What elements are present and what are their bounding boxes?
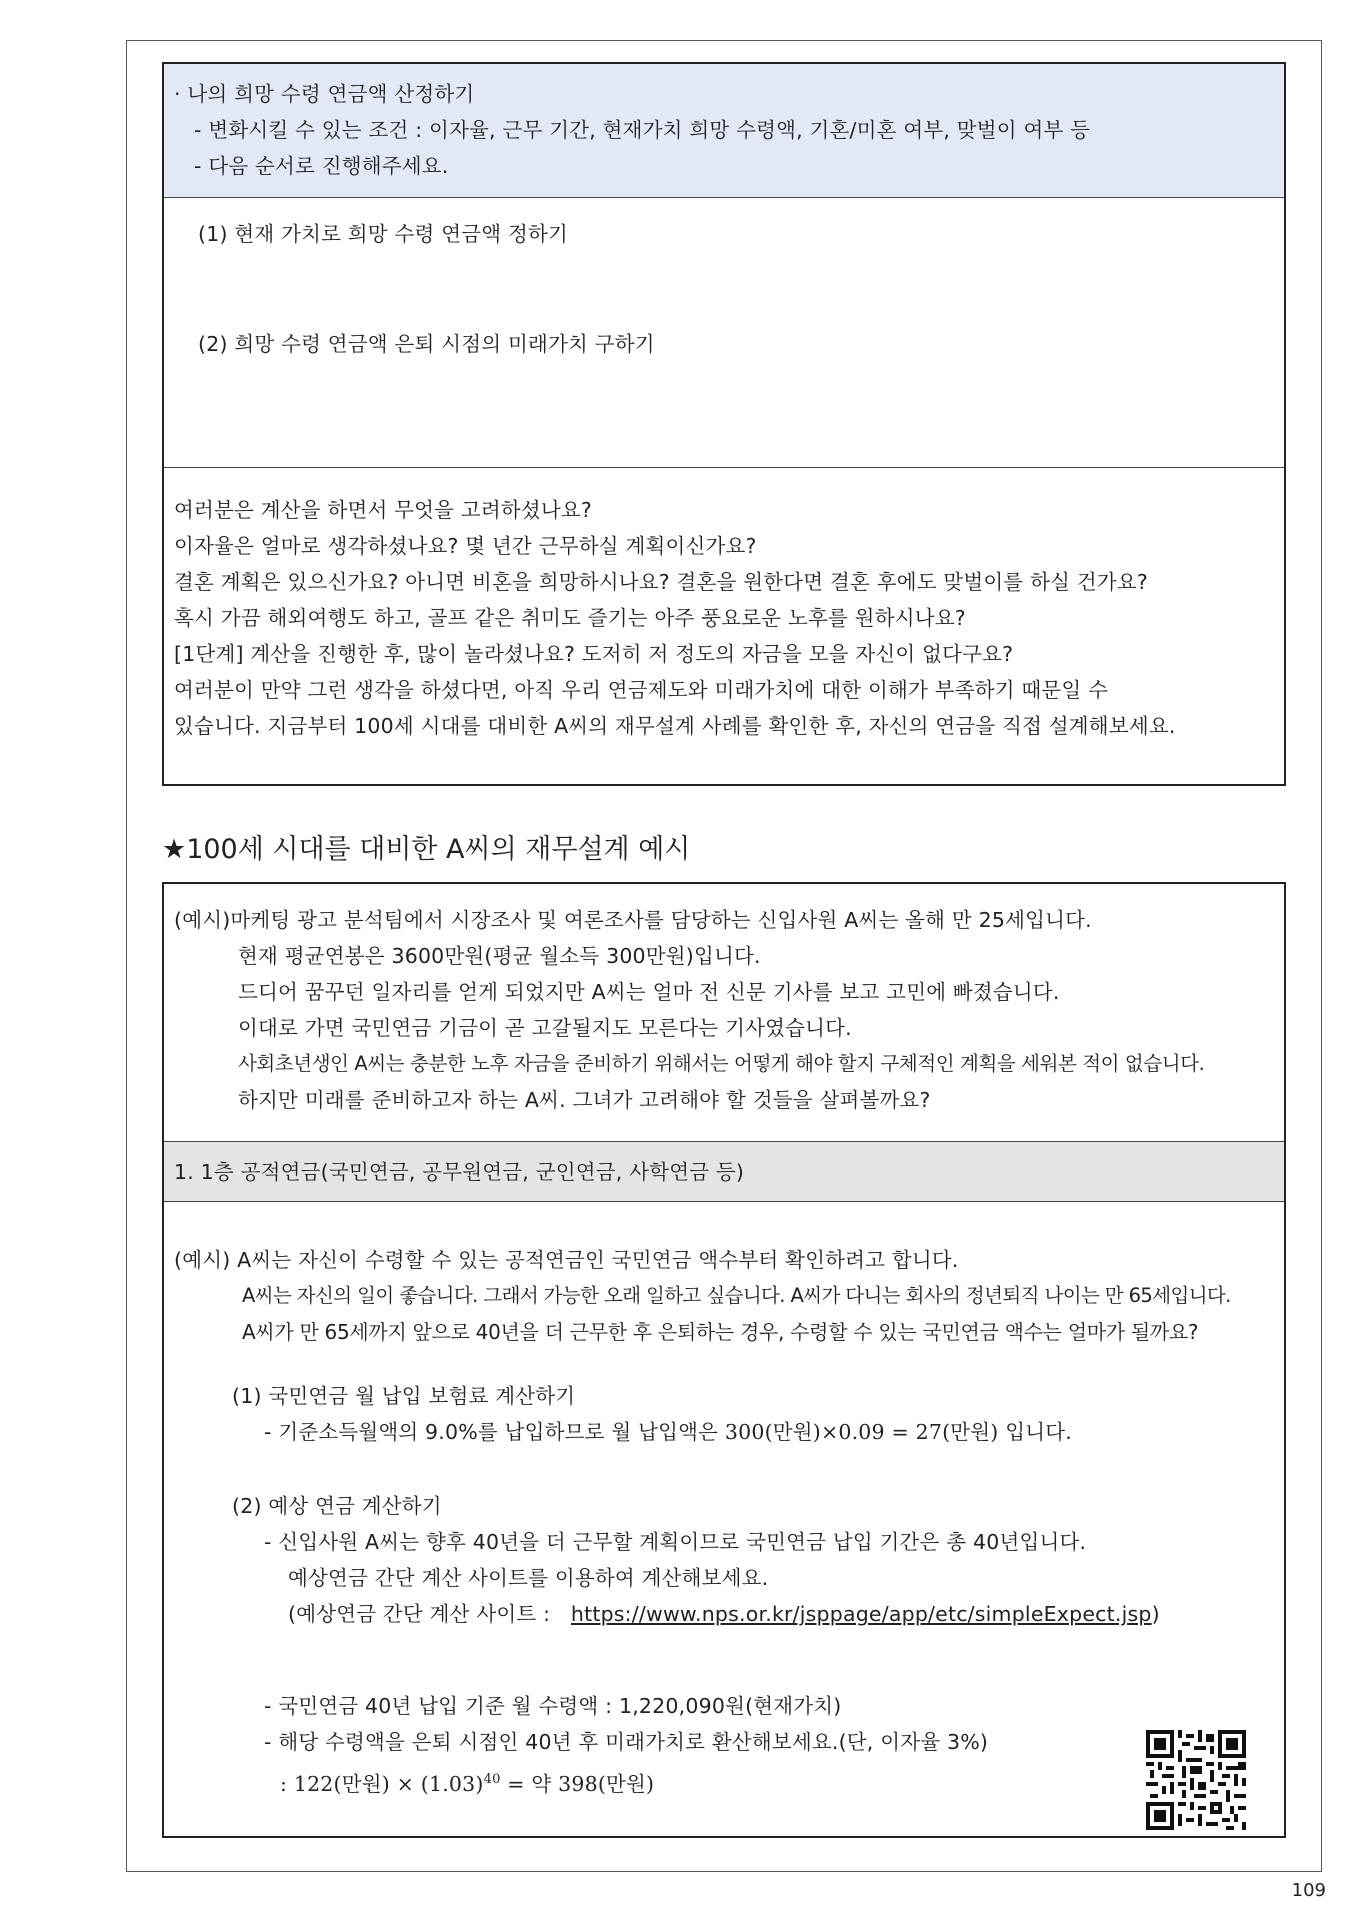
header-line: - 다음 순서로 진행해주세요. <box>194 154 449 178</box>
header-line: - 변화시킬 수 있는 조건 : 이자율, 근무 기간, 현재가치 희망 수령액, 기혼/미혼 여부, 맞벌이 여부 등 <box>194 118 1091 142</box>
worksheet-box <box>162 62 1286 786</box>
question-line: 여러분은 계산을 하면서 무엇을 고려하셨나요? <box>174 498 593 522</box>
example-box <box>162 882 1286 1838</box>
site-line <box>288 1600 1160 1628</box>
step2-title: (2) 예상 연금 계산하기 <box>232 1494 442 1518</box>
step2-line: - 신입사원 A씨는 향후 40년을 더 근무할 계획이므로 국민연금 납입 기간은 총 40년입니다. <box>264 1530 1087 1554</box>
page-number: 109 <box>1291 1880 1326 1901</box>
step1-desc: - 기준소득월액의 9.0%를 납입하므로 월 납입액은 <box>264 1420 719 1444</box>
question-line: 혹시 가끔 해외여행도 하고, 골프 같은 취미도 즐기는 아주 풍요로운 노후를 원하시나요? <box>174 606 966 630</box>
question-line: 여러분이 만약 그런 생각을 하셨다면, 아직 우리 연금제도와 미래가치에 대한 이해가 부족하기 때문일 수 <box>174 678 1109 702</box>
example-line: A씨는 자신의 일이 좋습니다. 그래서 가능한 오래 일하고 싶습니다. A씨가 다니는 회사의 정년퇴직 나이는 만 65세입니다. <box>242 1284 1231 1307</box>
example-detail <box>164 1202 1284 1836</box>
pension-line: - 국민연금 40년 납입 기준 월 수령액 : 1,220,090원(현재가치) <box>264 1694 842 1718</box>
worksheet-steps <box>164 198 1284 468</box>
step-line: (1) 현재 가치로 희망 수령 연금액 정하기 <box>198 222 568 246</box>
future-value-formula <box>280 1766 654 1798</box>
qr-code-icon[interactable] <box>1146 1730 1246 1830</box>
formula-prefix: : 122(만원) × (1.03) <box>280 1771 484 1796</box>
intro-line: 드디어 꿈꾸던 일자리를 얻게 되었지만 A씨는 얼마 전 신문 기사를 보고 고민에 빠졌습니다. <box>238 980 1060 1004</box>
header-line: · 나의 희망 수령 연금액 산정하기 <box>174 82 475 106</box>
step2-line: 예상연금 간단 계산 사이트를 이용하여 계산해보세요. <box>288 1566 769 1590</box>
section-title: 1. 1층 공적연금(국민연금, 공무원연금, 군인연금, 사학연금 등) <box>174 1160 745 1184</box>
question-line: 있습니다. 지금부터 100세 시대를 대비한 A씨의 재무설계 사례를 확인한 후, 자신의 연금을 직접 설계해보세요. <box>174 714 1176 738</box>
intro-line: 하지만 미래를 준비하고자 하는 A씨. 그녀가 고려해야 할 것들을 살펴볼까요? <box>238 1088 931 1112</box>
worksheet-questions <box>164 468 1284 784</box>
section-title-bar <box>164 1142 1284 1202</box>
intro-line: (예시)마케팅 광고 분석팀에서 시장조사 및 여론조사를 담당하는 신입사원 A씨는 올해 만 25세입니다. <box>174 908 1092 932</box>
example-line: (예시) A씨는 자신이 수령할 수 있는 공적연금인 국민연금 액수부터 확인하려고 합니다. <box>174 1248 959 1272</box>
site-link[interactable]: https://www.nps.or.kr/jsppage/app/etc/simpleExpect.jsp <box>570 1602 1152 1626</box>
section-heading: ★100세 시대를 대비한 A씨의 재무설계 예시 <box>162 834 691 865</box>
example-intro <box>164 884 1284 1142</box>
step-line: (2) 희망 수령 연금액 은퇴 시점의 미래가치 구하기 <box>198 332 655 356</box>
site-label: (예상연금 간단 계산 사이트 : <box>288 1602 551 1626</box>
question-line: 이자율은 얼마로 생각하셨나요? 몇 년간 근무하실 계획이신가요? <box>174 534 757 558</box>
intro-line: 이대로 가면 국민연금 기금이 곧 고갈될지도 모른다는 기사였습니다. <box>238 1016 852 1040</box>
site-close: ) <box>1151 1602 1160 1626</box>
formula-suffix: = 약 398(만원) <box>500 1771 655 1796</box>
step1-suffix: 입니다. <box>1005 1420 1072 1444</box>
example-line: A씨가 만 65세까지 앞으로 40년을 더 근무한 후 은퇴하는 경우, 수령할 수 있는 국민연금 액수는 얼마가 될까요? <box>242 1320 1199 1344</box>
step1-formula: 300(만원)×0.09 = 27(만원) <box>724 1420 999 1444</box>
intro-line: 사회초년생인 A씨는 충분한 노후 자금을 준비하기 위해서는 어떻게 해야 할지 구체적인 계획을 세워본 적이 없습니다. <box>238 1052 1205 1075</box>
worksheet-header <box>164 64 1284 198</box>
convert-line: - 해당 수령액을 은퇴 시점인 40년 후 미래가치로 환산해보세요.(단, 이자율 3%) <box>264 1730 989 1754</box>
question-line: 결혼 계획은 있으신가요? 아니면 비혼을 희망하시나요? 결혼을 원한다면 결혼 후에도 맞벌이를 하실 건가요? <box>174 570 1148 594</box>
question-line: [1단계] 계산을 진행한 후, 많이 놀라셨나요? 도저히 저 정도의 자금을 모을 자신이 없다구요? <box>174 642 1014 666</box>
step1-text <box>264 1418 1072 1446</box>
formula-exponent: 40 <box>483 1772 501 1787</box>
step1-title: (1) 국민연금 월 납입 보험료 계산하기 <box>232 1384 576 1408</box>
intro-line: 현재 평균연봉은 3600만원(평균 월소득 300만원)입니다. <box>238 944 761 968</box>
